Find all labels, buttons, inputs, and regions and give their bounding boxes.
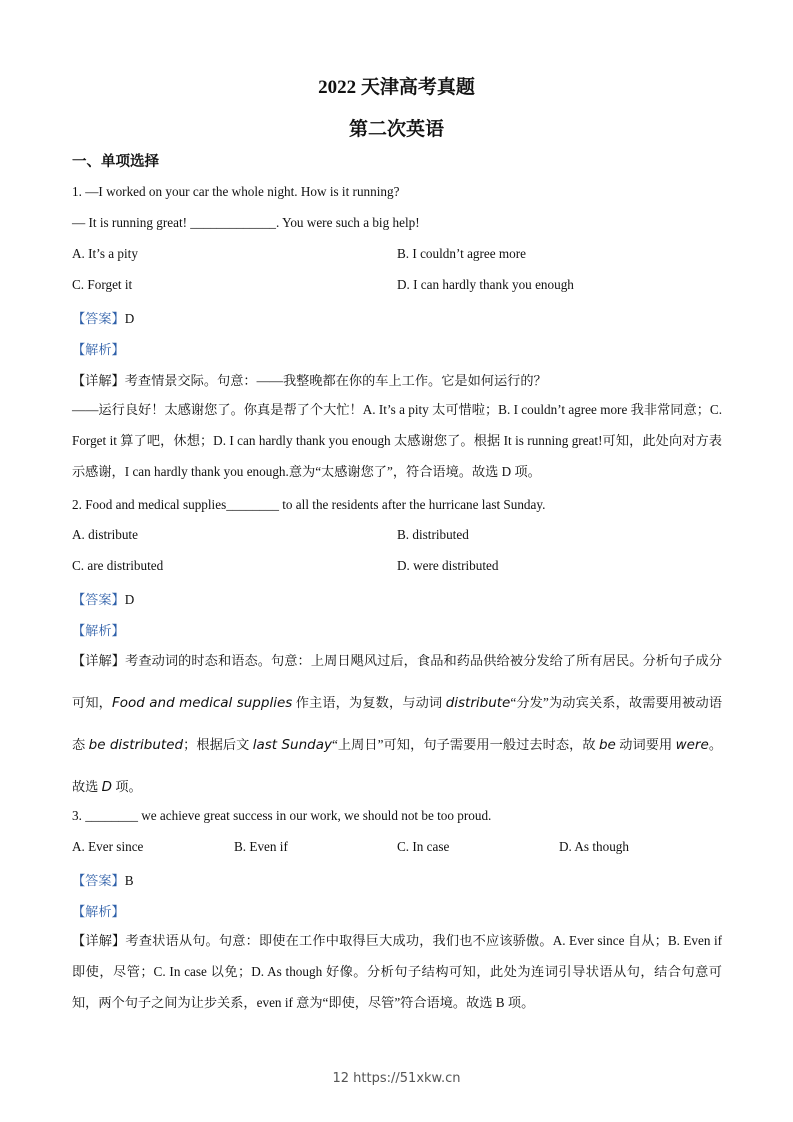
q1-detail-text1: 考查情景交际。句意：——我整晚都在你的车上工作。它是如何运行的？ [124,373,547,388]
q2-answer [72,589,134,608]
answer-label: 【答案】 [72,592,125,607]
q3-answer [72,870,134,889]
q1-option-c: C. Forget it [72,277,133,292]
q3-option-b: B. Even if [234,839,288,854]
q2-option-d: D. were distributed [397,558,499,573]
q3-stem: 3. ________ we achieve great success in our work, we should not be too proud. [72,808,492,823]
q1-stem-line2: — It is running great! _____________. You were such a big help! [72,215,420,230]
q1-answer-value: D [124,311,135,326]
detail-label: 【详解】 [72,373,125,388]
q2-detail-term: D [101,779,113,795]
q2-detail-paragraph [72,640,722,808]
q3-analysis-label: 【解析】 [72,904,125,919]
q3-detail-text: 考查状语从句。句意：即使在工作中取得巨大成功，我们也不应该骄傲。A. Ever since 自从；B. Even if 即使，尽管；C. In case 以免；D. As though 好像。分析句子结构可知，此处为连词引导状语从句，结合句意可知，两个句子之间为让步关系，even if 意为“即使，尽管”符合语境。故选 B 项。 [72,933,722,1010]
q2-detail-term: be [598,737,616,753]
q2-stem: 2. Food and medical supplies________ to all the residents after the hurricane last Sunday. [72,497,546,512]
q3-option-a: A. Ever since [72,839,144,854]
q2-answer-value: D [124,592,135,607]
q1-detail-line1 [72,370,547,389]
q1-stem-line1: 1. —I worked on your car the whole night. How is it running? [72,184,400,199]
section-heading: 一、单项选择 [72,154,159,170]
q2-detail-text: 项。 [112,779,142,794]
q1-option-d: D. I can hardly thank you enough [397,277,574,292]
q2-detail-term: were [675,737,709,753]
answer-label: 【答案】 [72,873,125,888]
document-subtitle: 第二次英语 [348,119,444,140]
q3-answer-value: B [124,873,134,888]
q2-detail-term: Food and medical supplies [111,695,293,711]
page-footer: 12 https://51xkw.cn [332,1071,461,1086]
q3-option-c: C. In case [397,839,450,854]
q2-detail-text: “分发”为动宾关系，故需要用被动语态 [72,695,723,752]
q2-detail-term: be distributed [88,737,184,753]
q2-detail-text: ；根据后文 [183,737,253,752]
q2-detail-text: 动词要用 [615,737,676,752]
q1-answer [72,308,134,327]
answer-label: 【答案】 [72,311,125,326]
detail-label: 【详解】 [72,653,126,668]
q2-detail-text: “上周日”可知，句子需要用一般过去时态，故 [331,737,599,752]
q2-analysis-label: 【解析】 [72,623,125,638]
q2-detail-text: 作主语，为复数，与动词 [292,695,446,710]
document-title: 2022 天津高考真题 [318,77,475,98]
q2-option-c: C. are distributed [72,558,164,573]
q1-option-b: B. I couldn’t agree more [397,246,527,261]
q1-analysis-label: 【解析】 [72,342,125,357]
q3-detail-paragraph [72,925,722,1018]
q2-option-b: B. distributed [397,527,469,542]
q1-option-a: A. It’s a pity [72,246,138,261]
q1-detail-paragraph: ——运行良好！太感谢您了。你真是帮了个大忙！A. It’s a pity 太可惜啦；B. I couldn’t agree more 我非常同意；C. Forget it 算了吧，休想；D. I can hardly thank you enough 太感谢您了。根据 It is running great!可知，此处向对方表示感谢，I can hardly thank you enough.意为“太感谢您了”，符合语境。故选 D 项。 [72,402,722,479]
q3-option-d: D. As though [559,839,629,854]
q2-detail-text: 考查动词的时态和语态。句意：上周日飓风过后，食品和药品供给被分发给了所有居民。分析句子成分可知， [72,653,723,710]
q2-detail-text: 。故选 [72,737,723,794]
q2-detail-term: distribute [445,695,511,711]
q2-detail-term: last Sunday [252,737,332,753]
q2-option-a: A. distribute [72,527,138,542]
detail-label: 【详解】 [72,933,126,948]
